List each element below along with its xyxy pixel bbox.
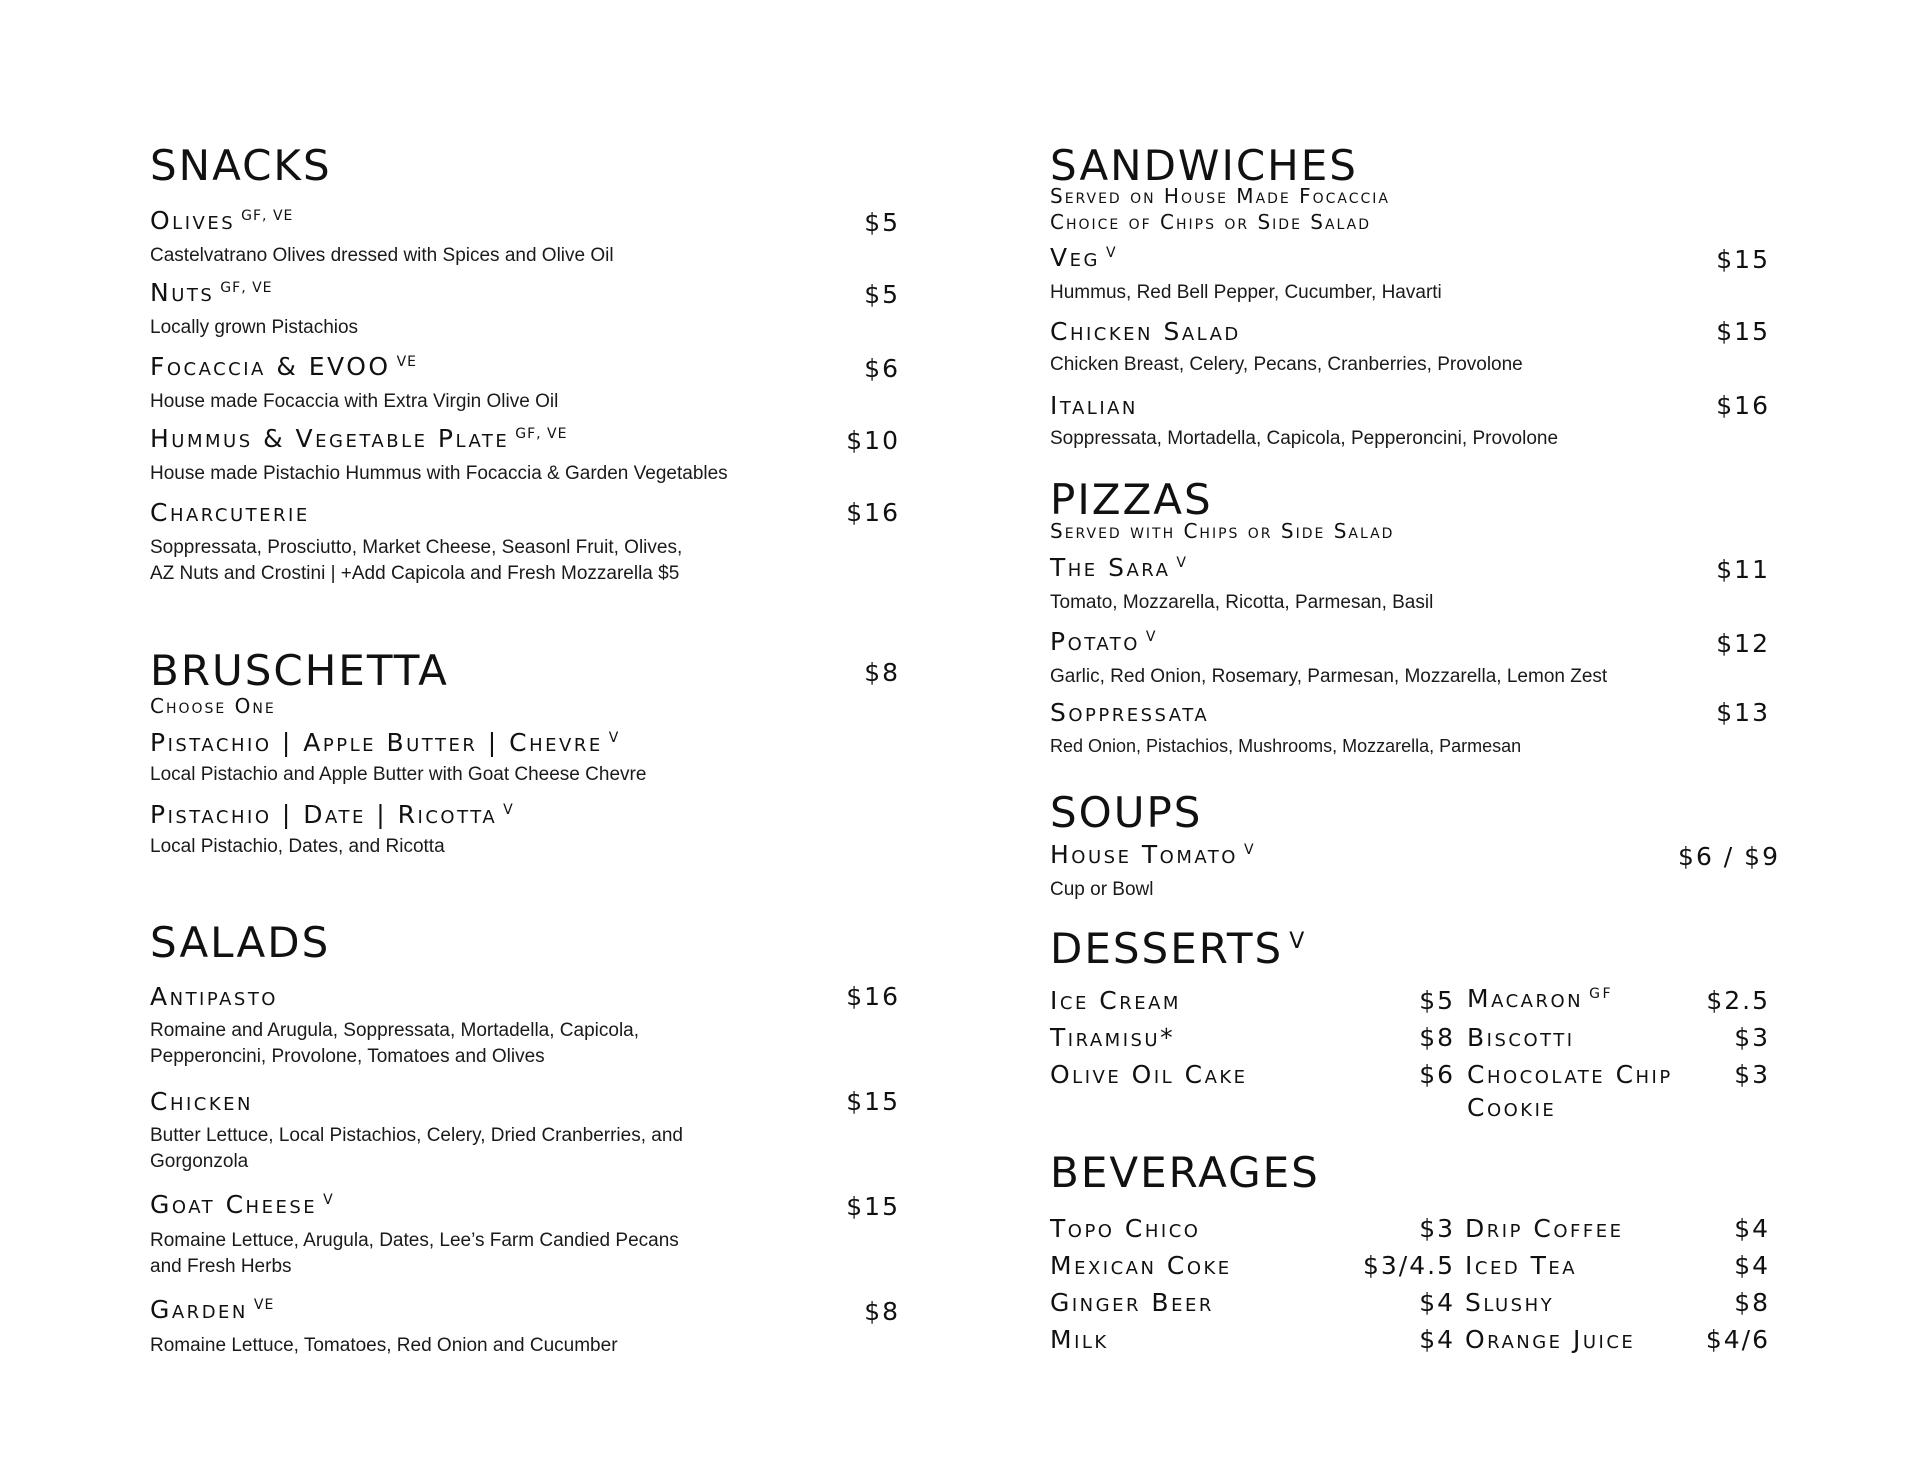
chicken-salad-bowl-name: Chicken — [150, 1087, 254, 1116]
italian-name: Italian — [1050, 391, 1138, 420]
snacks-title: SNACKS — [150, 141, 332, 190]
sandwiches-subtitle-2: Choice of Chips or Side Salad — [1050, 210, 1372, 234]
drip-coffee-name: Drip Coffee — [1465, 1214, 1624, 1243]
slushy-price: $8 — [1734, 1288, 1770, 1317]
mexican-coke-name: Mexican Coke — [1050, 1251, 1232, 1280]
charcuterie-name: Charcuterie — [150, 498, 310, 527]
focaccia-price: $6 — [864, 354, 900, 383]
macaron-name: Macaron — [1467, 984, 1584, 1013]
olives-price: $5 — [864, 208, 900, 237]
left-column — [150, 0, 900, 1484]
menu-item-name — [1050, 245, 1117, 270]
nuts-price: $5 — [864, 280, 900, 309]
iced-tea-price: $4 — [1734, 1251, 1770, 1280]
the-sara-name: The Sara — [1050, 553, 1171, 582]
chocolate-chip-price: $3 — [1734, 1060, 1770, 1089]
nuts-name: Nuts — [150, 278, 215, 307]
goat-cheese-price: $15 — [846, 1192, 900, 1221]
mexican-coke-price: $3/4.5 — [1363, 1251, 1455, 1280]
menu-item-name — [150, 280, 273, 305]
pizzas-title: PIZZAS — [1050, 475, 1213, 524]
hummus-price: $10 — [846, 426, 900, 455]
diet-tag: VE — [396, 353, 418, 370]
milk-name: Milk — [1050, 1325, 1109, 1354]
bruschetta-option-1-name: Pistachio | Apple Butter | Chevre — [150, 728, 603, 757]
chicken-salad-bowl-price: $15 — [846, 1087, 900, 1116]
ice-cream-price: $5 — [1419, 986, 1455, 1015]
bruschetta-subtitle: Choose One — [150, 694, 276, 718]
soppressata-desc: Red Onion, Pistachios, Mushrooms, Mozzarella, Parmesan — [1050, 736, 1522, 756]
diet-tag: GF, VE — [515, 425, 568, 442]
menu-item-name — [150, 730, 619, 755]
diet-tag: V — [1145, 628, 1157, 645]
tiramisu-price: $8 — [1419, 1023, 1455, 1052]
menu-item-name — [150, 426, 567, 451]
chicken-salad-name: Chicken Salad — [1050, 317, 1241, 346]
sandwiches-title: SANDWICHES — [1050, 141, 1358, 190]
chicken-salad-bowl-desc-line2: Gorgonzola — [150, 1151, 249, 1172]
olive-oil-cake-price: $6 — [1419, 1060, 1455, 1089]
salads-title: SALADS — [150, 918, 331, 967]
biscotti-price: $3 — [1734, 1023, 1770, 1052]
menu-item-name — [1050, 629, 1157, 654]
chocolate-chip-name-line1: Chocolate Chip — [1467, 1060, 1673, 1089]
bruschetta-option-2-desc: Local Pistachio, Dates, and Ricotta — [150, 836, 445, 857]
potato-price: $12 — [1716, 629, 1770, 658]
focaccia-desc: House made Focaccia with Extra Virgin Olive Oil — [150, 391, 559, 412]
charcuterie-price: $16 — [846, 498, 900, 527]
olive-oil-cake-name: Olive Oil Cake — [1050, 1060, 1248, 1089]
diet-tag: V — [608, 729, 620, 746]
menu-item-name — [1467, 986, 1613, 1011]
italian-price: $16 — [1716, 391, 1770, 420]
sandwiches-subtitle-1: Served on House Made Focaccia — [1050, 184, 1391, 208]
olives-name: Olives — [150, 206, 236, 235]
antipasto-desc-line1: Romaine and Arugula, Soppressata, Mortadella, Capicola, — [150, 1020, 640, 1041]
desserts-title — [1050, 924, 1306, 973]
hummus-name: Hummus & Vegetable Plate — [150, 424, 510, 453]
goat-cheese-desc-line2: and Fresh Herbs — [150, 1256, 292, 1277]
diet-tag: V — [1289, 929, 1306, 954]
antipasto-name: Antipasto — [150, 982, 278, 1011]
nuts-desc: Locally grown Pistachios — [150, 317, 359, 338]
potato-name: Potato — [1050, 627, 1140, 656]
diet-tag: GF — [1589, 985, 1613, 1002]
house-tomato-name: House Tomato — [1050, 840, 1238, 869]
ginger-beer-name: Ginger Beer — [1050, 1288, 1214, 1317]
pizzas-subtitle: Served with Chips or Side Salad — [1050, 519, 1395, 543]
diet-tag: GF, VE — [220, 279, 273, 296]
chocolate-chip-name-line2: Cookie — [1467, 1093, 1557, 1122]
biscotti-name: Biscotti — [1467, 1023, 1575, 1052]
beverages-title: BEVERAGES — [1050, 1148, 1320, 1197]
garden-price: $8 — [864, 1297, 900, 1326]
menu-item-name — [150, 1192, 334, 1217]
desserts-title-text: DESSERTS — [1050, 924, 1284, 973]
menu-item-name — [1050, 842, 1255, 867]
menu-item-name — [150, 802, 514, 827]
veg-desc: Hummus, Red Bell Pepper, Cucumber, Havarti — [1050, 282, 1442, 303]
the-sara-price: $11 — [1716, 555, 1770, 584]
veg-price: $15 — [1716, 245, 1770, 274]
the-sara-desc: Tomato, Mozzarella, Ricotta, Parmesan, Basil — [1050, 592, 1434, 613]
antipasto-price: $16 — [846, 982, 900, 1011]
orange-juice-price: $4/6 — [1705, 1325, 1770, 1354]
garden-name: Garden — [150, 1295, 248, 1324]
diet-tag: V — [1105, 244, 1117, 261]
potato-desc: Garlic, Red Onion, Rosemary, Parmesan, Mozzarella, Lemon Zest — [1050, 666, 1608, 687]
hummus-desc: House made Pistachio Hummus with Focaccia & Garden Vegetables — [150, 463, 728, 484]
diet-tag: V — [503, 801, 514, 818]
diet-tag: V — [1176, 554, 1187, 571]
diet-tag: V — [1243, 841, 1255, 858]
goat-cheese-name: Goat Cheese — [150, 1190, 318, 1219]
iced-tea-name: Iced Tea — [1465, 1251, 1578, 1280]
chicken-salad-price: $15 — [1716, 317, 1770, 346]
milk-price: $4 — [1419, 1325, 1455, 1354]
charcuterie-desc-line2: AZ Nuts and Crostini | +Add Capicola and Fresh Mozzarella $5 — [150, 563, 680, 584]
italian-desc: Soppressata, Mortadella, Capicola, Pepperoncini, Provolone — [1050, 428, 1559, 449]
soups-title: SOUPS — [1050, 788, 1203, 837]
orange-juice-name: Orange Juice — [1465, 1325, 1636, 1354]
garden-desc: Romaine Lettuce, Tomatoes, Red Onion and Cucumber — [150, 1335, 618, 1356]
goat-cheese-desc-line1: Romaine Lettuce, Arugula, Dates, Lee’s Farm Candied Pecans — [150, 1230, 679, 1251]
ice-cream-name: Ice Cream — [1050, 986, 1181, 1015]
topo-chico-name: Topo Chico — [1050, 1214, 1201, 1243]
topo-chico-price: $3 — [1419, 1214, 1455, 1243]
chicken-salad-bowl-desc-line1: Butter Lettuce, Local Pistachios, Celery, Dried Cranberries, and — [150, 1125, 683, 1146]
right-column — [1050, 0, 1790, 1484]
diet-tag: VE — [253, 1296, 275, 1313]
bruschetta-price: $8 — [864, 658, 900, 687]
bruschetta-option-1-desc: Local Pistachio and Apple Butter with Goat Cheese Chevre — [150, 764, 647, 785]
olives-desc: Castelvatrano Olives dressed with Spices and Olive Oil — [150, 245, 614, 266]
soppressata-name: Soppressata — [1050, 698, 1210, 727]
menu-item-name — [150, 354, 417, 379]
focaccia-name: Focaccia & EVOO — [150, 352, 391, 381]
macaron-price: $2.5 — [1706, 986, 1770, 1015]
antipasto-desc-line2: Pepperoncini, Provolone, Tomatoes and Olives — [150, 1046, 545, 1067]
chicken-salad-desc: Chicken Breast, Celery, Pecans, Cranberries, Provolone — [1050, 354, 1523, 375]
charcuterie-desc-line1: Soppressata, Prosciutto, Market Cheese, Seasonl Fruit, Olives, — [150, 537, 683, 558]
menu-item-name — [1050, 555, 1187, 580]
menu-item-name — [150, 208, 293, 233]
house-tomato-desc: Cup or Bowl — [1050, 879, 1154, 900]
menu-item-name — [150, 1297, 274, 1322]
diet-tag: V — [323, 1191, 334, 1208]
diet-tag: GF, VE — [241, 207, 294, 224]
veg-name: Veg — [1050, 243, 1100, 272]
tiramisu-name: Tiramisu* — [1050, 1023, 1176, 1052]
soppressata-price: $13 — [1716, 698, 1770, 727]
slushy-name: Slushy — [1465, 1288, 1555, 1317]
bruschetta-option-2-name: Pistachio | Date | Ricotta — [150, 800, 498, 829]
drip-coffee-price: $4 — [1734, 1214, 1770, 1243]
ginger-beer-price: $4 — [1419, 1288, 1455, 1317]
bruschetta-title: BRUSCHETTA — [150, 646, 449, 695]
house-tomato-price: $6 / $9 — [1678, 842, 1780, 871]
